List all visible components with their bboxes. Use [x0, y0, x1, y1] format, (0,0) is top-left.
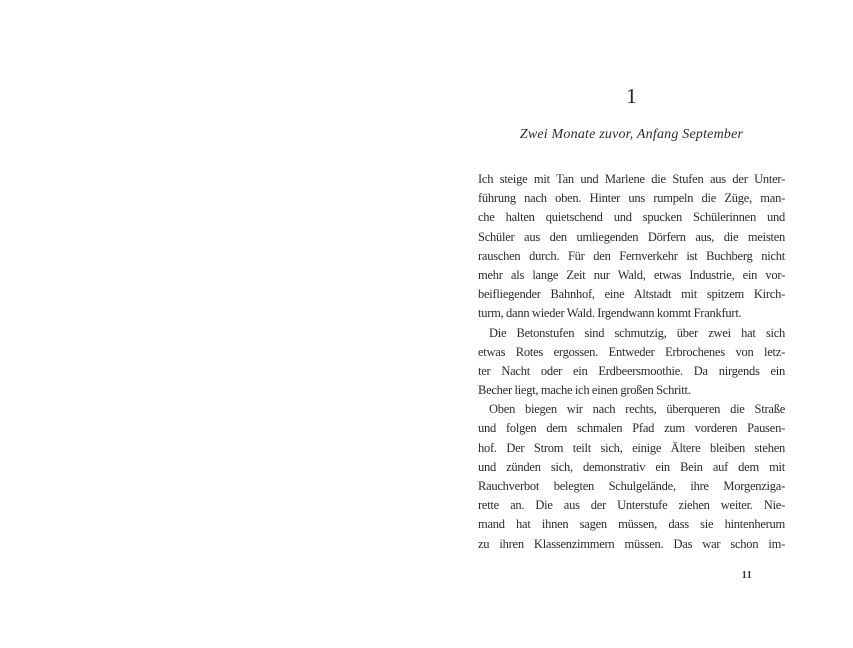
text-line: Die Betonstufen sind schmutzig, über zwei hat sich [489, 325, 785, 340]
text-line: che halten quietschend und spucken Schülerinnen und [478, 210, 785, 225]
text-line: zu ihren Klassenzimmern müssen. Das war schon im- [478, 536, 785, 551]
text-line: rauschen durch. Für den Fernverkehr ist Buchberg nicht [478, 248, 785, 263]
text-line: mand hat ihnen sagen müssen, dass sie hintenherum [478, 517, 785, 532]
chapter-subtitle: Zwei Monate zuvor, Anfang September [519, 127, 744, 142]
text-line: hof. Der Strom teilt sich, einige Ältere bleiben stehen [478, 440, 785, 455]
text-line: Schüler aus den umliegenden Dörfern aus, die meisten [478, 229, 785, 244]
text-line: beifliegender Bahnhof, eine Altstadt mit spitzem Kirch- [478, 287, 785, 302]
text-line: und folgen dem schmalen Pfad zum vorderen Pausen- [478, 421, 785, 436]
text-line: rette an. Die aus der Unterstufe ziehen weiter. Nie- [478, 498, 785, 513]
text-line: turm, dann wieder Wald. Irgendwann kommt Frankfurt. [478, 306, 742, 321]
text-line: Oben biegen wir nach rechts, überqueren die Straße [489, 402, 785, 417]
chapter-number: 1 [626, 84, 637, 108]
text-line: Rauchverbot belegten Schulgelände, ihre Morgenziga- [478, 479, 785, 493]
body-text-column [478, 170, 785, 554]
page-number: 11 [741, 570, 753, 581]
text-line: Becher liegt, mache ich einen großen Schritt. [478, 383, 691, 398]
text-line: ter Nacht oder ein Erdbeersmoothie. Da nirgends ein [478, 363, 785, 378]
text-line: und zünden sich, demonstrativ ein Bein auf dem mit [478, 459, 785, 474]
text-line: etwas Rotes ergossen. Entweder Erbrochenes von letz- [478, 344, 785, 359]
text-line: mehr als lange Zeit nur Wald, etwas Industrie, ein vor- [478, 267, 785, 282]
text-line: Ich steige mit Tan und Marlene die Stufen aus der Unter- [478, 172, 785, 186]
text-line: führung nach oben. Hinter uns rumpeln die Züge, man- [478, 191, 785, 206]
